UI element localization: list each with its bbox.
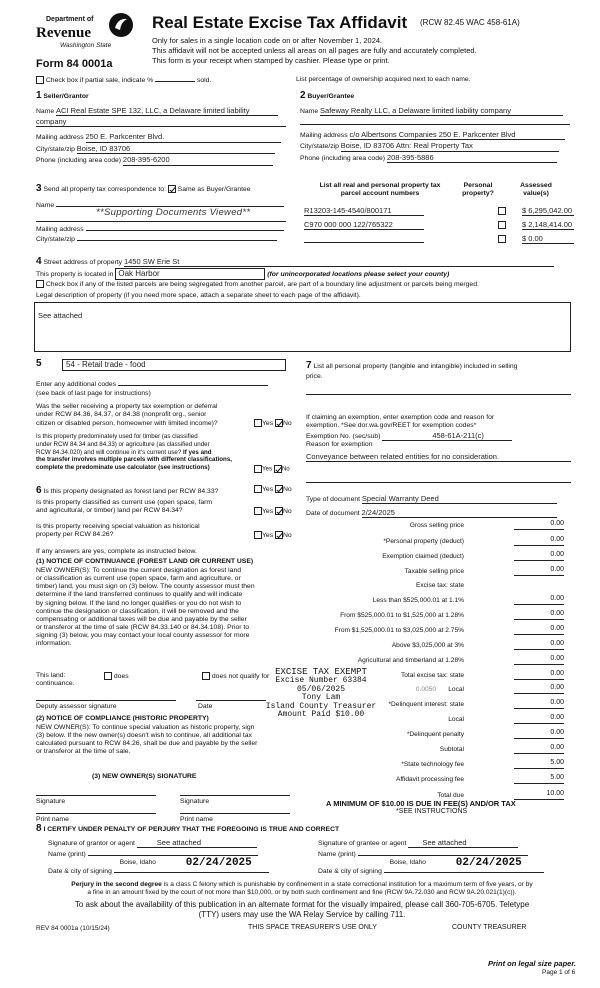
q2-line-c: RCW 84.34.020) and will continue in it's current use? bbox=[36, 448, 182, 456]
parcel-row bbox=[304, 234, 574, 246]
buyer-addr-label: Mailing address bbox=[300, 131, 348, 139]
historic-yes-checkbox[interactable] bbox=[254, 531, 262, 539]
forest-yes-label: Yes bbox=[262, 485, 274, 493]
grantor-date-field[interactable]: 02/24/2025 bbox=[185, 857, 252, 869]
owner2-print-label[interactable]: Print name bbox=[180, 816, 213, 823]
tax-row-label: Affidavit processing fee bbox=[395, 776, 464, 783]
parcel-header-2b: property? bbox=[462, 190, 494, 198]
continuance-line: information. bbox=[36, 640, 72, 648]
buyer-addr-field[interactable]: c/o Albertsons Companies 250 E. Parkcenter Blvd bbox=[350, 130, 565, 140]
buyer-csz-field[interactable]: Boise, ID 83706 Attn: Real Property Tax bbox=[341, 141, 559, 151]
tax-row-value[interactable]: 0.00 bbox=[514, 595, 564, 605]
owner-print-label[interactable]: Print name bbox=[36, 816, 69, 823]
does-not-qualify-label: does not qualify for bbox=[211, 672, 270, 680]
section-4-num: 4 bbox=[36, 256, 42, 267]
section-8-num: 8 bbox=[36, 823, 42, 834]
seller-title: Seller/Grantor bbox=[43, 93, 89, 100]
section-5-num: 5 bbox=[36, 358, 42, 369]
parcel-header-1: List all real and personal property tax bbox=[319, 182, 441, 189]
local-rate-value: 0.0050 bbox=[415, 686, 436, 693]
stamp-line-4: Tony Lam bbox=[301, 693, 341, 703]
header-line-3: This form is your receipt when stamped by cashier. Please type or print. bbox=[152, 56, 390, 65]
historic-line-b: property per RCW 84.26? bbox=[36, 531, 114, 539]
compliance-title: (2) NOTICE OF COMPLIANCE (HISTORIC PROPERTY) bbox=[36, 715, 209, 722]
dor-logo bbox=[36, 12, 136, 56]
location-row bbox=[36, 268, 571, 280]
grantee-name-label: Name (print) bbox=[318, 851, 356, 858]
forest-land-question bbox=[36, 485, 298, 498]
tax-row-value[interactable]: 0.00 bbox=[514, 610, 564, 620]
document-type-label: Type of document bbox=[306, 496, 361, 503]
stamp-line-1: EXCISE TAX EXEMPT bbox=[275, 667, 367, 677]
current-use-yes-checkbox[interactable] bbox=[254, 507, 262, 515]
tax-row-label: *Delinquent interest: state bbox=[388, 701, 464, 708]
stamp-line-3: 05/06/2025 bbox=[296, 684, 345, 694]
section-5 bbox=[36, 358, 298, 371]
parcel-header-3: Assessed bbox=[520, 182, 552, 189]
continuance-line: or classification as current use (open space, farm and agriculture, or bbox=[36, 575, 241, 583]
document-date-field[interactable]: 2/24/2025 bbox=[362, 508, 557, 518]
partial-sale-row bbox=[36, 76, 211, 85]
owner-signature-label[interactable]: Signature bbox=[36, 798, 66, 805]
tax-row-value[interactable]: 0.00 bbox=[514, 670, 564, 680]
tax-row-value[interactable]: 0.00 bbox=[514, 520, 564, 530]
ownership-note: List percentage of ownership acquired next to each name. bbox=[296, 76, 471, 83]
personal-property-checkbox[interactable] bbox=[498, 221, 506, 229]
tax-row-value[interactable]: 0.00 bbox=[514, 625, 564, 635]
seller-name-line2[interactable]: company bbox=[36, 117, 286, 127]
current-use-yes-label: Yes bbox=[262, 507, 274, 515]
certification-title bbox=[36, 823, 339, 836]
access-line-2: (TTY) users may use the WA Relay Service by calling 711. bbox=[198, 910, 406, 919]
tax-row-label: From $1,525,000.01 to $3,025,000 at 2.75% bbox=[334, 627, 464, 634]
q2-yes-label: Yes bbox=[262, 465, 273, 473]
assessed-value-field[interactable]: $ 6,295,042.00 bbox=[522, 206, 573, 215]
section-3-num: 3 bbox=[36, 183, 42, 194]
sec3-addr-label: Mailing address bbox=[36, 225, 84, 233]
deputy-date-label: Date bbox=[198, 703, 213, 710]
grantor-signature-label: Signature of grantor or agent bbox=[48, 840, 135, 847]
access-line-1: To ask about the availability of this publication in an alternate format for the visually impaired, please call 360-705-6705. Teletype bbox=[74, 900, 530, 909]
partial-sale-checkbox[interactable] bbox=[36, 76, 44, 84]
does-label: does bbox=[113, 672, 129, 680]
parcel-row bbox=[304, 206, 574, 218]
grantee-date-row bbox=[318, 857, 544, 876]
revision-code: REV 84 0001a (10/15/24) bbox=[36, 925, 110, 932]
continuance-line: by signing below. If the land no longer qualifies or you do not wish to bbox=[36, 599, 242, 607]
owner2-signature-label[interactable]: Signature bbox=[180, 798, 210, 805]
buyer-name-field[interactable]: Safeway Realty LLC, a Delaware limited liability company bbox=[320, 106, 563, 116]
deputy-signature-label: Deputy assessor signature bbox=[36, 703, 117, 710]
partial-sale-label: Check box if partial sale, indicate % bbox=[45, 76, 154, 84]
parcel-row bbox=[304, 220, 574, 232]
q2-yes-checkbox[interactable] bbox=[254, 465, 262, 473]
tax-row-label: Agricultural and timberland at 1.28% bbox=[357, 657, 464, 664]
stamp-line-2: Excise Number 63384 bbox=[275, 676, 367, 686]
document-type-field[interactable]: Special Warranty Deed bbox=[362, 494, 557, 504]
forest-land-label: Is this property designated as forest land per RCW 84.33? bbox=[43, 488, 219, 495]
same-as-buyer-checkbox[interactable] bbox=[168, 185, 176, 193]
buyer-name-label: Name bbox=[300, 107, 319, 115]
q2-line-e: the transfer involves multiple parcels with different classifications, bbox=[36, 456, 232, 464]
compliance-line: (3) below. If the new owner(s) doesn't wish to continue, all additional tax bbox=[36, 732, 252, 740]
sec3-name-label: Name bbox=[36, 201, 55, 209]
exemption-text1: If claiming an exemption, enter exemption code and reason for bbox=[306, 414, 495, 421]
continuance-line: determine if the land transferred continues to qualify and will indicate bbox=[36, 591, 243, 599]
timber-question bbox=[36, 433, 298, 472]
tax-row-label: Exemption claimed (deduct) bbox=[382, 553, 464, 560]
stamp-line-5: Island County Treasurer bbox=[265, 701, 377, 711]
section-6-num: 6 bbox=[36, 485, 42, 496]
q2-no-label: No bbox=[281, 465, 290, 473]
personal-property-checkbox[interactable] bbox=[498, 235, 506, 243]
tax-row-label: Gross selling price bbox=[409, 522, 464, 529]
personal-property-checkbox[interactable] bbox=[498, 207, 506, 215]
perjury-bold: Perjury in the second degree bbox=[71, 881, 162, 888]
tax-row-value[interactable]: 5.00 bbox=[514, 759, 564, 769]
q2-line-d: If yes and bbox=[183, 448, 212, 456]
tax-row-value[interactable]: 0.00 bbox=[514, 714, 564, 724]
personal-property-row bbox=[306, 360, 571, 381]
q1-line-c: citizen or disabled person, homeowner with limited income)? bbox=[36, 419, 218, 427]
location-note: (for unincorporated locations please select your county) bbox=[267, 271, 450, 278]
section-1-num: 1 bbox=[36, 90, 42, 101]
historic-no-label: No bbox=[282, 531, 292, 539]
seller-csz-label: City/state/zip bbox=[36, 145, 75, 153]
current-use-question bbox=[36, 499, 298, 516]
exemption-no-label: Exemption No. (sec/sub) bbox=[306, 432, 381, 440]
seller-phone-field[interactable]: 208-395-6200 bbox=[123, 155, 273, 165]
forest-no-label: No bbox=[282, 485, 292, 493]
grantor-signature-row bbox=[48, 838, 257, 848]
grantor-name-label: Name (print) bbox=[48, 851, 86, 858]
logo-revenue-text: Revenue bbox=[36, 25, 91, 41]
legal-description-label: Legal description of property (if you need more space, attach a separate sheet to each page of the affidavit). bbox=[36, 292, 361, 299]
tax-row-label: Less than $525,000.01 at 1.1% bbox=[372, 597, 464, 604]
q2-line-a: Is this property predominately used for timber (as classified bbox=[36, 433, 198, 440]
seller-name-label: Name bbox=[36, 107, 55, 115]
tax-row-value[interactable]: 10.00 bbox=[514, 790, 564, 800]
compliance-line: NEW OWNER(S): To continue special valuation as historic property, sign bbox=[36, 724, 255, 731]
logo-dept-text: Department of bbox=[46, 16, 94, 23]
personal-property-text1: List all personal property (tangible and intangible) included in selling bbox=[313, 363, 518, 370]
forest-yes-checkbox[interactable] bbox=[254, 485, 262, 493]
section-6-note: If any answers are yes, complete as instructed below. bbox=[36, 548, 197, 555]
grantor-date-label: Date & city of signing bbox=[48, 868, 112, 875]
perjury-notice bbox=[24, 881, 580, 897]
q1-no-label: No bbox=[282, 419, 292, 427]
current-use-no-checkbox[interactable] bbox=[275, 507, 283, 515]
does-qualify-checkbox[interactable] bbox=[104, 672, 112, 680]
seller-addr-label: Mailing address bbox=[36, 134, 84, 142]
sec3-csz-label: City/state/zip bbox=[36, 236, 75, 244]
correspondence-text: Send all property tax correspondence to: bbox=[43, 186, 166, 193]
continuance-title: (1) NOTICE OF CONTINUANCE (FOREST LAND OR CURRENT USE) bbox=[36, 558, 254, 565]
street-address-field[interactable]: 1450 SW Erie St bbox=[124, 257, 554, 267]
tax-row-label: From $525,000.01 to $1,525,000 at 1.28% bbox=[340, 612, 464, 619]
form-title: Real Estate Excise Tax Affidavit bbox=[152, 13, 408, 32]
current-use-line-b: and agricultural, or timber) land per RCW 84.34? bbox=[36, 507, 183, 515]
current-use-no-label: No bbox=[282, 507, 292, 515]
tax-row-label: Total due bbox=[437, 792, 464, 799]
supporting-docs-stamp: **Supporting Documents Viewed** bbox=[96, 207, 251, 218]
buyer-phone-field[interactable]: 208-395-5886 bbox=[387, 153, 557, 163]
tax-row-value[interactable]: 0.00 bbox=[514, 551, 564, 561]
treasurer-exempt-stamp bbox=[246, 668, 396, 719]
stamp-line-6: Amount Paid $10.00 bbox=[277, 710, 365, 719]
does-not-qualify-checkbox[interactable] bbox=[202, 672, 210, 680]
continuance-line: or transferor at the time of sale (RCW 84.33.140 or 84.34.108). Prior to bbox=[36, 624, 250, 632]
tax-row-value[interactable]: 0.00 bbox=[514, 566, 564, 576]
correspondence-section bbox=[36, 183, 286, 245]
tax-row-value[interactable]: 0.00 bbox=[514, 744, 564, 754]
historic-question bbox=[36, 523, 298, 540]
q2-no-checkbox[interactable] bbox=[274, 465, 282, 473]
dor-swirl-icon bbox=[108, 12, 134, 38]
tax-row-label: *State technology fee bbox=[401, 761, 464, 768]
q1-yes-checkbox[interactable] bbox=[254, 419, 262, 427]
tax-row-label: *Personal property (deduct) bbox=[383, 538, 464, 545]
tax-row-label: Total excise tax: state bbox=[400, 672, 464, 679]
q2-line-f: complete the predominate use calculator (see instructions) bbox=[36, 464, 210, 471]
parcel-header-3b: value(s) bbox=[523, 190, 549, 198]
exemption-block bbox=[306, 414, 571, 462]
tax-row-label: Local bbox=[448, 686, 464, 693]
document-date-row bbox=[306, 508, 557, 518]
reason-label: Reason for exemption bbox=[306, 441, 373, 449]
tax-row-value[interactable]: 0.00 bbox=[514, 640, 564, 650]
exemption-deferral-question bbox=[36, 403, 298, 428]
same-as-buyer-label: Same as Buyer/Grantee bbox=[177, 186, 251, 193]
partial-sold-label: sold. bbox=[196, 76, 212, 84]
grantor-city: Boise, Idaho bbox=[119, 859, 156, 866]
location-label: This property is located in bbox=[36, 271, 114, 278]
grantee-date-field[interactable]: 02/24/2025 bbox=[455, 857, 522, 869]
see-instructions-note: *SEE INSTRUCTIONS bbox=[396, 808, 468, 815]
parcel-header-2: Personal bbox=[463, 182, 493, 189]
buyer-phone-label: Phone (including area code) bbox=[300, 154, 386, 162]
continuance-text bbox=[36, 567, 298, 649]
additional-codes-row bbox=[36, 381, 268, 389]
tax-row-value[interactable]: 0.00 bbox=[514, 655, 564, 665]
continuance-line: signing (3) below, you may contact your local county assessor for more bbox=[36, 632, 250, 640]
form-rcw: (RCW 82.45 WAC 458-61A) bbox=[420, 18, 520, 27]
document-date-label: Date of document bbox=[306, 510, 360, 517]
segregation-row bbox=[36, 280, 576, 289]
form-number: Form 84 0001a bbox=[36, 58, 113, 70]
location-select[interactable]: Oak Harbor bbox=[115, 268, 265, 280]
seller-phone-label: Phone (including area code) bbox=[36, 157, 122, 165]
tax-row-value[interactable]: 0.00 bbox=[514, 684, 564, 694]
header-line-1: Only for sales in a single location code on or after November 1, 2024. bbox=[152, 36, 383, 45]
grantee-signature-row bbox=[318, 838, 518, 848]
grantee-signature-label: Signature of grantee or agent bbox=[318, 840, 407, 847]
logo-state-text: Washington State bbox=[60, 42, 112, 49]
assessed-value-field[interactable]: $ 2,148,414.00 bbox=[522, 220, 573, 229]
grantee-city: Boise, Idaho bbox=[389, 859, 426, 866]
tax-row-label: Subtotal bbox=[439, 746, 464, 753]
q1-line-a: Was the seller receiving a property tax exemption or deferral bbox=[36, 403, 218, 410]
continuance-line: timber) land, you must sign on (3) below. The county assessor must then bbox=[36, 583, 255, 591]
legal-paper-note: Print on legal size paper. bbox=[488, 959, 576, 968]
q1-no-checkbox[interactable] bbox=[275, 419, 283, 427]
section-2-num: 2 bbox=[300, 90, 306, 101]
compliance-line: or transferor at the time of sale. bbox=[36, 748, 131, 756]
personal-property-text2: price. bbox=[306, 372, 323, 380]
tax-row-label: Above $3,025,000 at 3% bbox=[391, 642, 464, 649]
additional-codes-note: (see back of last page for instructions) bbox=[36, 390, 151, 397]
document-type-row bbox=[306, 494, 557, 504]
section-7-num: 7 bbox=[306, 360, 312, 371]
this-land-label: This land: bbox=[36, 672, 66, 679]
reason-field[interactable]: Conveyance between related entities for no consideration. bbox=[306, 452, 571, 462]
new-owner-signature-title: (3) NEW OWNER(S) SIGNATURE bbox=[92, 773, 197, 780]
seller-name-line1[interactable]: ACI Real Estate SPE 132, LLC, a Delaware limited liability bbox=[56, 106, 278, 116]
continuance-line: NEW OWNER(S): To continue the current designation as forest land bbox=[36, 567, 242, 574]
tax-row-value[interactable]: 0.00 bbox=[514, 699, 564, 709]
continuance-line: compensating or additional taxes will be due and payable by the seller bbox=[36, 615, 247, 623]
tax-row-label: Local bbox=[448, 716, 464, 723]
street-address-row bbox=[36, 256, 571, 269]
land-use-code-select[interactable]: 54 - Retail trade - food bbox=[62, 359, 286, 371]
legal-description-text: See attached bbox=[38, 311, 83, 320]
tax-row-label: *Delinquent penalty bbox=[406, 731, 464, 738]
parcel-header-1b: parcel account numbers bbox=[340, 190, 420, 198]
perjury-line-2: a fine in an amount fixed by the court of not more than $10,000, or by both such confinement and fine (RCW 9A.72.030 and RCW 9A.20.021(1)(c)). bbox=[87, 889, 517, 897]
segregation-label: Check box if any of the listed parcels are being segregated from another parcel, are part of a boundary line adjustment or parcels being merged. bbox=[45, 280, 479, 288]
tax-row-value[interactable]: 5.00 bbox=[514, 774, 564, 784]
legal-description-box[interactable] bbox=[34, 302, 571, 352]
continuance-label: continuance. bbox=[36, 680, 75, 688]
tax-row-label: Taxable selling price bbox=[404, 568, 464, 575]
certification-text: I CERTIFY UNDER PENALTY OF PERJURY THAT THE FOREGOING IS TRUE AND CORRECT bbox=[43, 826, 340, 833]
q1-line-b: under RCW 84.36, 84.37, or 84.38 (nonprofit org., senior bbox=[36, 411, 207, 419]
historic-no-checkbox[interactable] bbox=[275, 531, 283, 539]
header-line-2: This affidavit will not be accepted unless all areas on all pages are fully and accurately completed. bbox=[152, 46, 477, 55]
q1-yes-label: Yes bbox=[262, 419, 274, 427]
forest-no-checkbox[interactable] bbox=[275, 485, 283, 493]
buyer-csz-label: City/state/zip bbox=[300, 143, 339, 151]
seller-section bbox=[36, 90, 286, 166]
street-address-label: Street address of property bbox=[43, 259, 123, 266]
accessibility-notice bbox=[24, 900, 580, 920]
additional-codes-label: Enter any additional codes bbox=[36, 381, 117, 388]
tax-row-value[interactable]: 0.00 bbox=[514, 536, 564, 546]
buyer-section bbox=[300, 90, 570, 163]
exemption-no-field[interactable]: 458-61A-211(c) bbox=[382, 431, 512, 441]
grantor-signature-field[interactable]: See attached bbox=[137, 838, 257, 848]
minimum-due-note: A MINIMUM OF $10.00 IS DUE IN FEE(S) AND/OR TAX bbox=[326, 799, 516, 808]
continuance-line: continue the designation or classification, it will be removed and the bbox=[36, 607, 239, 615]
grantee-date-label: Date & city of signing bbox=[318, 868, 382, 875]
exemption-text2: exemption. *See dor.wa.gov/REET for exemption codes* bbox=[306, 422, 477, 430]
q2-line-b: under RCW 84.34 and 84.33) or agriculture (as classified under bbox=[36, 440, 210, 448]
current-use-line-a: Is this property classified as current use (open space, farm bbox=[36, 499, 213, 506]
buyer-title: Buyer/Grantee bbox=[307, 93, 355, 100]
parcel-number-field[interactable]: R13203-145-4540/800171 bbox=[304, 206, 424, 216]
historic-line-a: Is this property receiving special valuation as historical bbox=[36, 523, 200, 530]
county-treasurer-label: COUNTY TREASURER bbox=[452, 924, 527, 931]
perjury-line-1: is a class C felony which is punishable by confinement in a state correctional institution for a maximum term of five years, or by bbox=[161, 881, 533, 888]
historic-yes-label: Yes bbox=[262, 531, 274, 539]
treasurer-space-label: THIS SPACE TREASURER'S USE ONLY bbox=[248, 924, 377, 931]
parcel-number-field[interactable]: C970 000 000 122/765322 bbox=[304, 220, 424, 230]
segregation-checkbox[interactable] bbox=[36, 280, 44, 288]
seller-csz-field[interactable]: Boise, ID 83706 bbox=[77, 144, 275, 154]
tax-row-value[interactable]: 0.00 bbox=[514, 729, 564, 739]
grantee-signature-field[interactable]: See attached bbox=[408, 838, 518, 848]
parcel-number-field[interactable] bbox=[304, 234, 424, 243]
assessed-value-field[interactable]: $ 0.00 bbox=[522, 234, 574, 244]
compliance-line: calculated pursuant to RCW 84.26, shall be due and payable by the seller bbox=[36, 740, 258, 748]
grantor-date-row bbox=[48, 857, 269, 876]
page-number: Page 1 of 6 bbox=[542, 969, 576, 976]
compliance-text bbox=[36, 724, 298, 757]
tax-row-label: Excise tax: state bbox=[415, 582, 464, 589]
seller-addr-field[interactable]: 250 E. Parkcenter Blvd. bbox=[86, 132, 281, 142]
